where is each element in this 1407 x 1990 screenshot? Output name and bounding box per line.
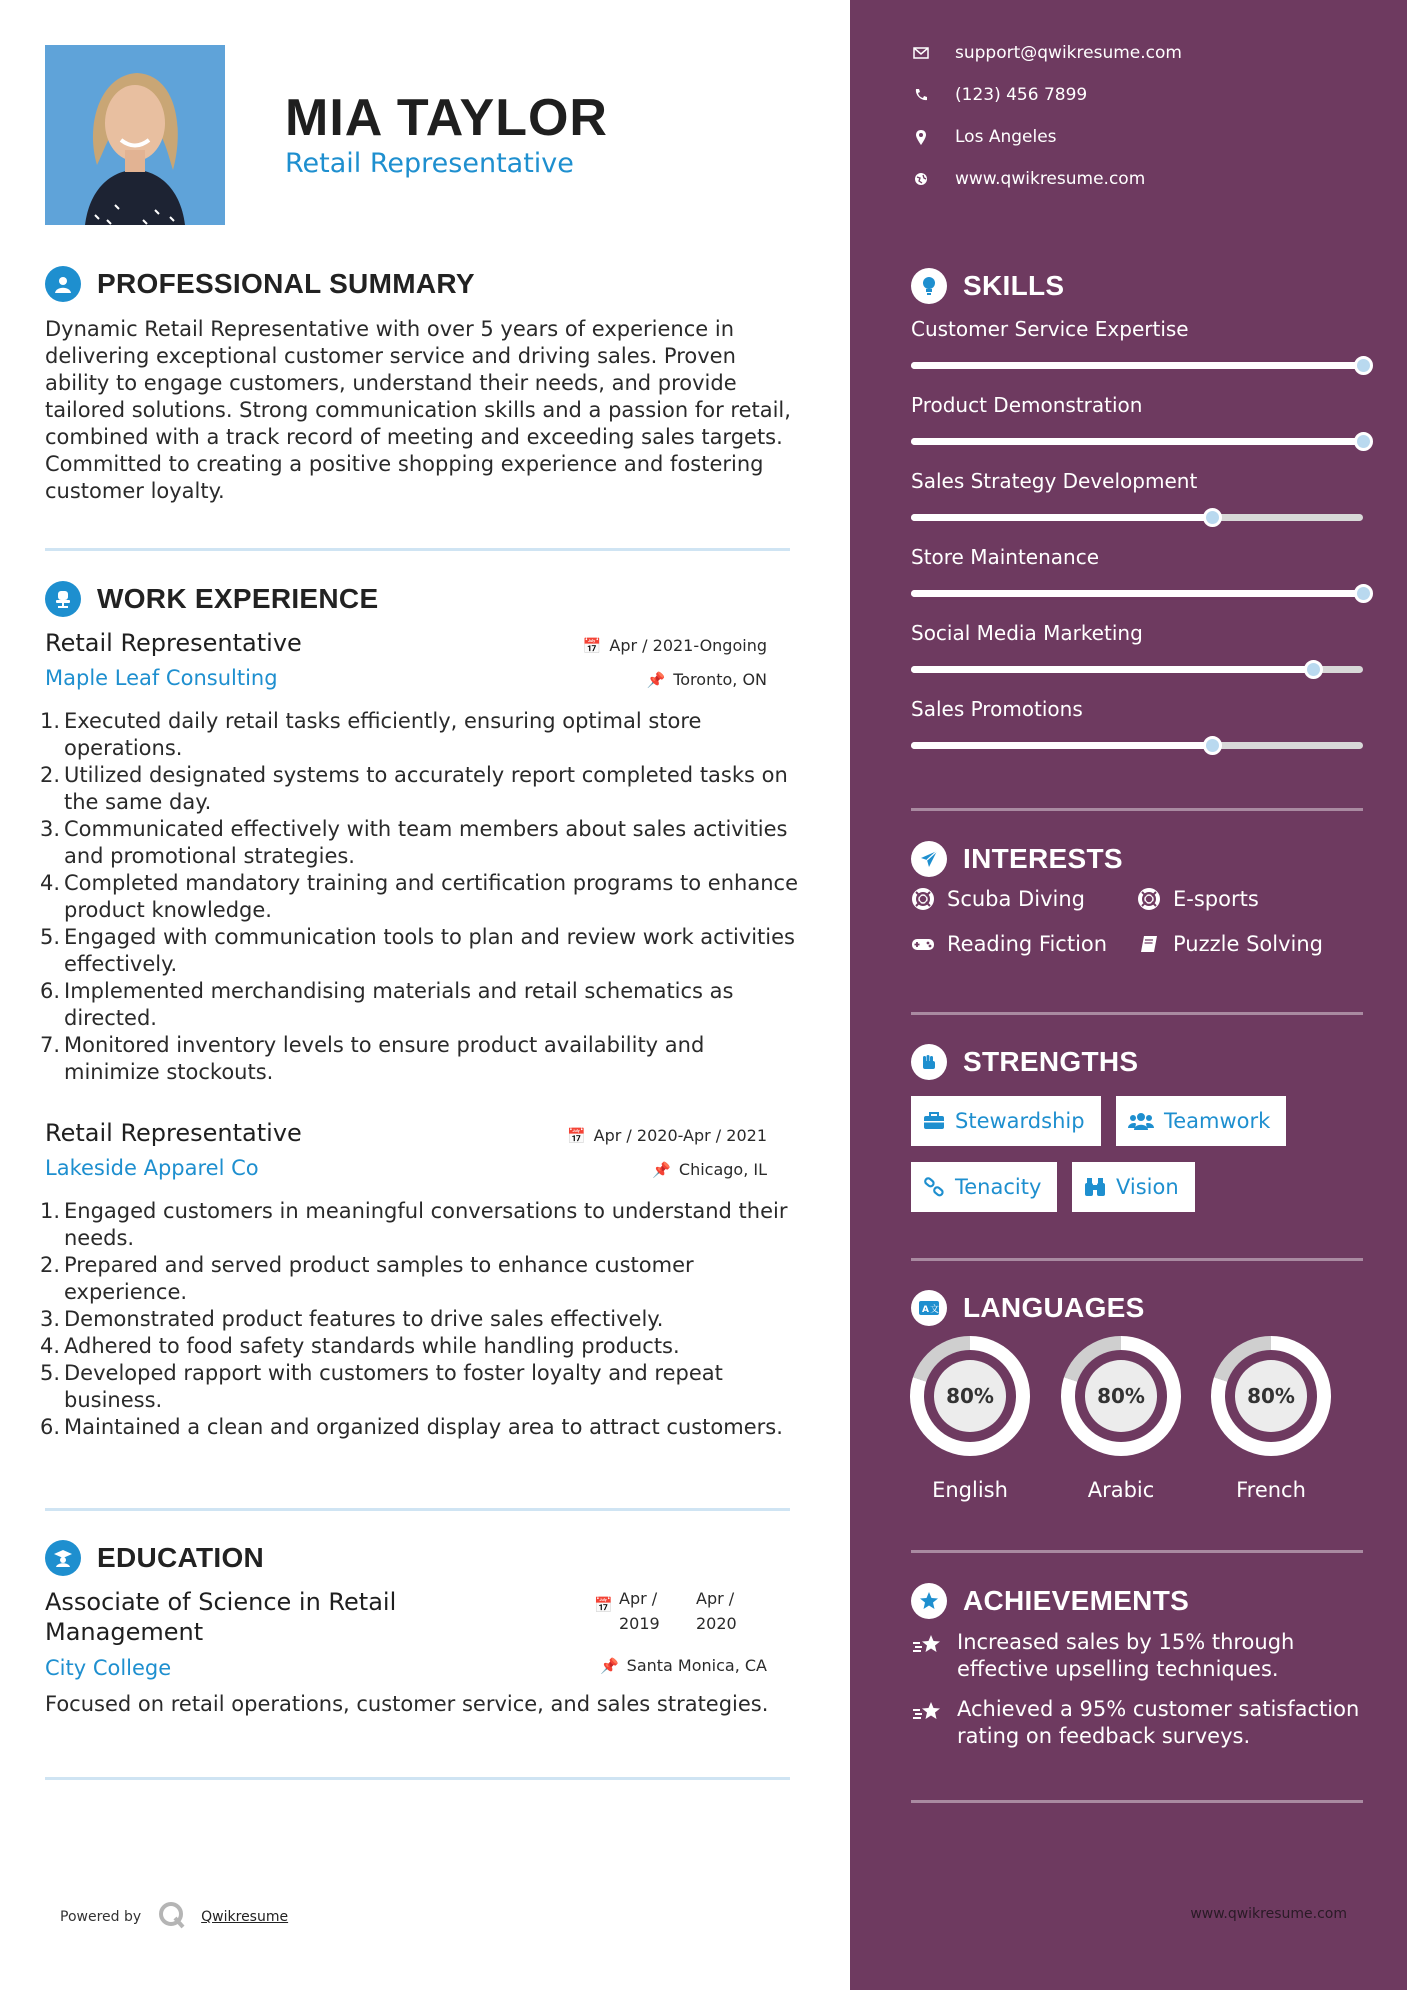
pin-icon: 📌 <box>646 670 666 689</box>
strength-tag <box>1072 1162 1195 1212</box>
svg-text:A: A <box>922 1305 929 1315</box>
fist-icon <box>911 1044 947 1080</box>
divider <box>911 808 1363 811</box>
skill-label: Sales Strategy Development <box>911 469 1198 493</box>
interest-item <box>1137 887 1259 911</box>
job-dates <box>567 1126 767 1145</box>
skill-knob <box>1354 584 1373 603</box>
interest-label: Puzzle Solving <box>1173 932 1323 956</box>
list-item: 4. Adhered to food safety standards while handling products. <box>40 1334 680 1358</box>
divider <box>911 1012 1363 1015</box>
envelope-icon <box>911 47 931 59</box>
job-dates <box>583 636 767 655</box>
education-heading <box>45 1540 264 1576</box>
contact-location <box>911 127 1057 147</box>
list-item: 5. Engaged with communication tools to plan and review work activities effectively. <box>40 925 795 976</box>
education-location <box>600 1656 767 1675</box>
job-location-text: Chicago, IL <box>678 1160 767 1179</box>
list-item: 4. Completed mandatory training and certification programs to enhance product knowledge. <box>40 871 798 922</box>
globe-icon <box>911 172 931 186</box>
skill-label: Customer Service Expertise <box>911 317 1189 341</box>
education-description: Focused on retail operations, customer service, and sales strategies. <box>45 1692 769 1716</box>
school-name: City College <box>45 1656 172 1680</box>
briefcase-icon <box>923 1112 945 1130</box>
binoculars-icon <box>1084 1177 1106 1197</box>
language-percent: 80% <box>1085 1360 1157 1432</box>
interest-item <box>911 932 1107 956</box>
divider <box>45 1508 790 1511</box>
brand-link[interactable]: Qwikresume <box>201 1909 289 1925</box>
list-item: 2. Utilized designated systems to accurately report completed tasks on the same day. <box>40 763 788 814</box>
education-end-date: Apr / 2020 <box>696 1589 737 1633</box>
language-name: French <box>1236 1478 1306 1502</box>
language-ring <box>1061 1336 1181 1456</box>
list-item: 1. Executed daily retail tasks efficiently, ensuring optimal store operations. <box>40 709 702 760</box>
language-item <box>910 1336 1030 1502</box>
list-item: 6. Implemented merchandising materials and retail schematics as directed. <box>40 979 734 1030</box>
skill-fill <box>911 742 1212 749</box>
skill-fill <box>911 438 1363 445</box>
skill-fill <box>911 362 1363 369</box>
job-location-text: Toronto, ON <box>673 670 767 689</box>
languages-heading <box>911 1290 1145 1326</box>
list-item: 3. Demonstrated product features to drive sales effectively. <box>40 1307 664 1331</box>
contact-email-text: support@qwikresume.com <box>955 43 1182 63</box>
divider <box>45 1777 790 1780</box>
skill-label: Social Media Marketing <box>911 621 1143 645</box>
contact-phone-text: (123) 456 7899 <box>955 85 1088 105</box>
skill-fill <box>911 666 1313 673</box>
skill-bar <box>911 438 1363 445</box>
education-location-text: Santa Monica, CA <box>626 1656 767 1675</box>
language-item <box>1211 1336 1331 1502</box>
shooting-star-icon <box>911 1696 943 1750</box>
contact-email[interactable] <box>911 43 1182 63</box>
strength-tag <box>1116 1096 1286 1146</box>
strength-label: Teamwork <box>1164 1109 1271 1133</box>
job-company: Lakeside Apparel Co <box>45 1156 259 1180</box>
skill-bar <box>911 514 1363 521</box>
skills-heading <box>911 268 1064 304</box>
skill-bar <box>911 362 1363 369</box>
shooting-star-icon <box>911 1629 943 1683</box>
divider <box>911 1550 1363 1553</box>
footer-website[interactable]: www.qwikresume.com <box>1190 1906 1347 1922</box>
candidate-role: Retail Representative <box>285 148 574 179</box>
paper-plane-icon <box>911 841 947 877</box>
list-item: 5. Developed rapport with customers to foster loyalty and repeat business. <box>40 1361 723 1412</box>
job-bullets <box>40 708 800 1086</box>
svg-text:文: 文 <box>930 1305 940 1315</box>
interest-item <box>911 887 1085 911</box>
interests-title: INTERESTS <box>963 843 1123 874</box>
list-item: 3. Communicated effectively with team members about sales activities and promotional strategies. <box>40 817 788 868</box>
summary-title: PROFESSIONAL SUMMARY <box>97 268 475 299</box>
users-icon <box>1128 1112 1154 1130</box>
list-item: 2. Prepared and served product samples to enhance customer experience. <box>40 1253 694 1304</box>
candidate-name: MIA TAYLOR <box>285 89 608 147</box>
education-title: EDUCATION <box>97 1542 265 1573</box>
job-location <box>652 1160 767 1179</box>
skill-fill <box>911 590 1363 597</box>
job-company: Maple Leaf Consulting <box>45 666 278 690</box>
job-bullets <box>40 1198 800 1441</box>
translate-icon <box>911 1290 947 1326</box>
strengths-title: STRENGTHS <box>963 1046 1139 1077</box>
achievements-title: ACHIEVEMENTS <box>963 1585 1190 1616</box>
strength-label: Vision <box>1116 1175 1179 1199</box>
pin-icon: 📌 <box>599 1656 619 1675</box>
strength-label: Stewardship <box>955 1109 1085 1133</box>
contact-location-text: Los Angeles <box>955 127 1057 147</box>
summary-text: Dynamic Retail Representative with over 5 years of experience in delivering exceptional customer service and driving sales. Proven ability to engage customers, understand their needs, and provide tailored solutions. Strong communication skills and a passion for retail, combined with a track record of meeting and exceeding sales targets. Committed to creating a positive shopping experience and fostering customer loyalty. <box>45 317 791 503</box>
strength-tag <box>911 1096 1101 1146</box>
skill-knob <box>1354 356 1373 375</box>
job-dates-text: Apr / 2021-Ongoing <box>609 636 767 655</box>
calendar-icon: 📅 <box>594 1596 613 1614</box>
job-title: Retail Representative <box>45 1119 302 1147</box>
skill-label: Store Maintenance <box>911 545 1100 569</box>
list-item: 7. Monitored inventory levels to ensure product availability and minimize stockouts. <box>40 1033 705 1084</box>
lifebuoy-icon <box>911 888 935 910</box>
phone-icon <box>911 88 931 102</box>
contact-website[interactable] <box>911 169 1145 189</box>
skill-bar <box>911 666 1363 673</box>
skill-label: Product Demonstration <box>911 393 1143 417</box>
strengths-heading <box>911 1044 1138 1080</box>
interest-label: E-sports <box>1173 887 1259 911</box>
skill-knob <box>1304 660 1323 679</box>
achievement-text: Achieved a 95% customer satisfaction rating on feedback surveys. <box>957 1697 1360 1748</box>
strength-tag <box>911 1162 1057 1212</box>
chair-icon <box>45 581 81 617</box>
language-percent: 80% <box>1235 1360 1307 1432</box>
user-icon <box>45 266 81 302</box>
list-item: 1. Engaged customers in meaningful conversations to understand their needs. <box>40 1199 788 1250</box>
interest-label: Scuba Diving <box>947 887 1085 911</box>
achievements-heading <box>911 1583 1189 1619</box>
language-name: Arabic <box>1087 1478 1155 1502</box>
lifebuoy-icon <box>1137 888 1161 910</box>
calendar-icon: 📅 <box>582 636 602 655</box>
divider <box>45 548 790 551</box>
language-percent: 80% <box>934 1360 1006 1432</box>
profile-photo <box>45 45 225 225</box>
divider <box>911 1258 1363 1261</box>
summary-heading <box>45 266 475 302</box>
link-icon <box>923 1176 945 1198</box>
divider <box>911 1800 1363 1803</box>
list-item: 6. Maintained a clean and organized display area to attract customers. <box>40 1415 783 1439</box>
gamepad-icon <box>911 936 935 952</box>
star-badge-icon <box>911 1583 947 1619</box>
skill-knob <box>1354 432 1373 451</box>
contact-phone[interactable] <box>911 85 1087 105</box>
language-item <box>1061 1336 1181 1502</box>
degree-title: Associate of Science in Retail Management <box>45 1588 397 1646</box>
contact-website-text: www.qwikresume.com <box>955 169 1146 189</box>
skill-bar <box>911 590 1363 597</box>
job-title: Retail Representative <box>45 629 302 657</box>
lightbulb-icon <box>911 268 947 304</box>
job-location <box>647 670 767 689</box>
achievement-text: Increased sales by 15% through effective upselling techniques. <box>957 1630 1295 1681</box>
language-name: English <box>932 1478 1008 1502</box>
strength-label: Tenacity <box>955 1175 1042 1199</box>
interest-item <box>1137 932 1323 956</box>
skill-fill <box>911 514 1212 521</box>
interests-heading <box>911 841 1123 877</box>
footer-powered <box>60 1900 288 1934</box>
pin-icon: 📌 <box>652 1160 671 1179</box>
calendar-icon: 📅 <box>566 1126 586 1145</box>
skill-bar <box>911 742 1363 749</box>
skill-label: Sales Promotions <box>911 697 1083 721</box>
interest-label: Reading Fiction <box>947 932 1108 956</box>
experience-title: WORK EXPERIENCE <box>97 583 379 614</box>
achievement-item <box>911 1629 1363 1683</box>
language-ring <box>1211 1336 1331 1456</box>
graduate-icon <box>45 1540 81 1576</box>
map-marker-icon <box>911 130 931 145</box>
powered-by-text: Powered by <box>60 1909 142 1925</box>
job-dates-text: Apr / 2020-Apr / 2021 <box>593 1126 767 1145</box>
education-start-date: Apr / 2019 <box>619 1589 660 1633</box>
languages-title: LANGUAGES <box>963 1292 1145 1323</box>
skills-title: SKILLS <box>963 270 1065 301</box>
language-ring <box>910 1336 1030 1456</box>
book-icon <box>1137 934 1161 954</box>
qwikresume-logo-icon <box>157 1900 187 1934</box>
experience-heading <box>45 581 378 617</box>
achievement-item <box>911 1696 1363 1750</box>
